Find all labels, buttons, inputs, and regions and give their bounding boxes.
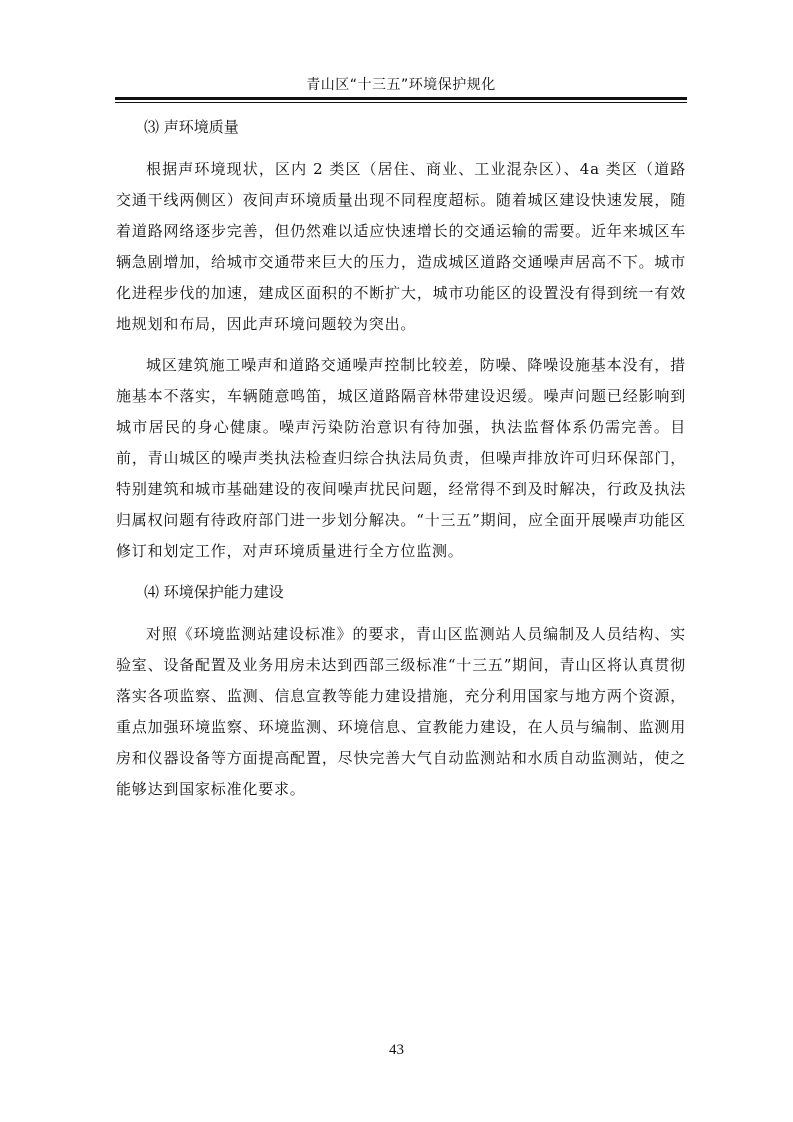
section-heading-noise-quality: ⑶ 声环境质量 xyxy=(144,118,239,136)
header-rule-thin xyxy=(115,102,687,103)
paragraph-capacity-building: 对照《环境监测站建设标准》的要求，青山区监测站人员编制及人员结构、实验室、设备配置及业务用房未达到西部三级标准“十三五”期间，青山区将认真贯彻落实各项监察、监测、信息宣教等能力建设措施，充分利用国家与地方两个资源，重点加强环境监察、环境监测、环境信息、宣教能力建设，在人员与编制、监测用房和仪器设备等方面提高配置，尽快完善大气自动监测站和水质自动监测站，使之能够达到国家标准化要求。 xyxy=(116,625,686,798)
header-rule-thick xyxy=(115,97,687,100)
paragraph-noise-control: 城区建筑施工噪声和道路交通噪声控制比较差，防噪、降噪设施基本没有，措施基本不落实，车辆随意鸣笛，城区道路隔音林带建设迟缓。噪声问题已经影响到城市居民的身心健康。噪声污染防治意识有待加强，执法监督体系仍需完善。目前，青山城区的噪声类执法检查归综合执法局负责，但噪声排放许可归环保部门，特别建筑和城市基础建设的夜间噪声扰民问题，经常得不到及时解决，行政及执法归属权问题有待政府部门进一步划分解决。“十三五”期间，应全面开展噪声功能区修订和划定工作，对声环境质量进行全方位监测。 xyxy=(116,356,686,560)
document-body xyxy=(116,112,686,815)
paragraph-noise-status: 根据声环境现状，区内 2 类区（居住、商业、工业混杂区）、4a 类区（道路交通干线两侧区）夜间声环境质量出现不同程度超标。随着城区建设快速发展，随着道路网络逐步完善，但仍然难以适应快速增长的交通运输的需要。近年来城区车辆急剧增加，给城市交通带来巨大的压力，造成城区道路交通噪声居高不下。城市化进程步伐的加速，建成区面积的不断扩大，城市功能区的设置没有得到统一有效地规划和布局，因此声环境问题较为突出。 xyxy=(116,160,686,333)
page-number: 43 xyxy=(389,1042,404,1058)
running-header: 青山区“十三五”环境保护规化 xyxy=(306,77,496,93)
section-heading-capacity-building: ⑷ 环境保护能力建设 xyxy=(144,583,284,601)
